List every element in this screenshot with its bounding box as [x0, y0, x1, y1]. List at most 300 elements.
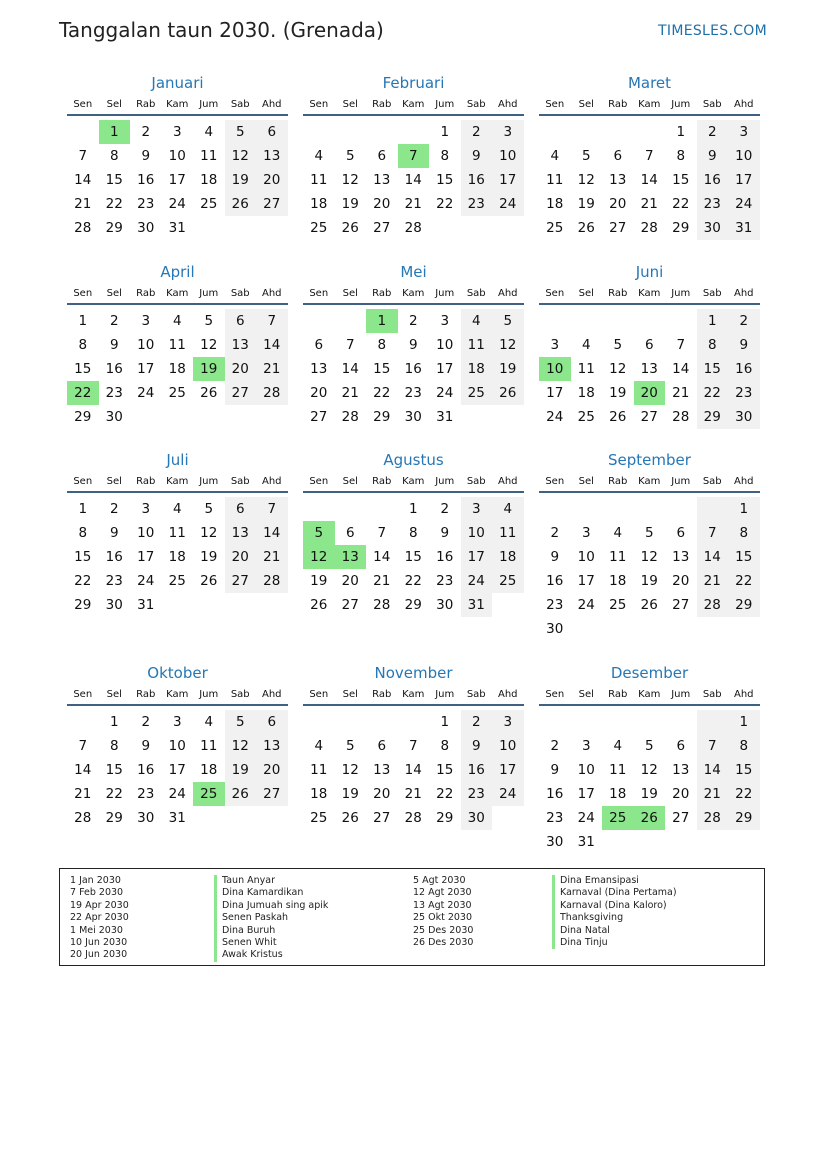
- day-cell[interactable]: 3: [550, 337, 560, 353]
- day-cell[interactable]: 7: [78, 738, 88, 754]
- day-cell[interactable]: 21: [373, 573, 391, 589]
- day-cell[interactable]: 21: [256, 545, 288, 569]
- day-cell[interactable]: 15: [672, 172, 690, 188]
- day-cell[interactable]: 22: [404, 573, 422, 589]
- day-cell[interactable]: 7: [256, 497, 288, 521]
- day-cell[interactable]: 17: [168, 172, 186, 188]
- day-cell[interactable]: 29: [105, 220, 123, 236]
- day-cell[interactable]: 13: [672, 549, 690, 565]
- day-cell[interactable]: 8: [728, 734, 760, 758]
- day-cell[interactable]: 8: [440, 148, 450, 164]
- day-cell[interactable]: 19: [225, 758, 257, 782]
- holiday-day-cell[interactable]: 1: [99, 120, 131, 144]
- day-cell[interactable]: 27: [373, 220, 391, 236]
- day-cell[interactable]: 18: [200, 172, 218, 188]
- day-cell[interactable]: 22: [728, 569, 760, 593]
- day-cell[interactable]: 2: [461, 120, 493, 144]
- day-cell[interactable]: 10: [492, 734, 524, 758]
- day-cell[interactable]: 23: [546, 810, 564, 826]
- day-cell[interactable]: 17: [492, 168, 524, 192]
- day-cell[interactable]: 18: [168, 361, 186, 377]
- day-cell[interactable]: 29: [373, 409, 391, 425]
- day-cell[interactable]: 12: [225, 734, 257, 758]
- day-cell[interactable]: 11: [200, 148, 218, 164]
- day-cell[interactable]: 19: [609, 385, 627, 401]
- day-cell[interactable]: 7: [256, 309, 288, 333]
- day-cell[interactable]: 15: [436, 172, 454, 188]
- day-cell[interactable]: 16: [137, 762, 155, 778]
- day-cell[interactable]: 16: [728, 357, 760, 381]
- day-cell[interactable]: 8: [109, 738, 119, 754]
- day-cell[interactable]: 3: [492, 120, 524, 144]
- day-cell[interactable]: 22: [672, 196, 690, 212]
- day-cell[interactable]: 19: [341, 786, 359, 802]
- day-cell[interactable]: 18: [200, 762, 218, 778]
- day-cell[interactable]: 17: [577, 573, 595, 589]
- day-cell[interactable]: 15: [74, 549, 92, 565]
- day-cell[interactable]: 23: [105, 385, 123, 401]
- day-cell[interactable]: 17: [137, 361, 155, 377]
- day-cell[interactable]: 28: [341, 409, 359, 425]
- day-cell[interactable]: 10: [168, 148, 186, 164]
- day-cell[interactable]: 16: [404, 361, 422, 377]
- day-cell[interactable]: 11: [168, 525, 186, 541]
- day-cell[interactable]: 3: [141, 313, 151, 329]
- day-cell[interactable]: 14: [404, 172, 422, 188]
- day-cell[interactable]: 15: [373, 361, 391, 377]
- day-cell[interactable]: 18: [310, 196, 328, 212]
- day-cell[interactable]: 27: [225, 381, 257, 405]
- day-cell[interactable]: 20: [672, 786, 690, 802]
- day-cell[interactable]: 5: [225, 120, 257, 144]
- day-cell[interactable]: 25: [546, 220, 564, 236]
- day-cell[interactable]: 3: [492, 710, 524, 734]
- day-cell[interactable]: 13: [225, 333, 257, 357]
- day-cell[interactable]: 15: [404, 549, 422, 565]
- day-cell[interactable]: 11: [492, 521, 524, 545]
- day-cell[interactable]: 4: [550, 148, 560, 164]
- day-cell[interactable]: 27: [672, 597, 690, 613]
- day-cell[interactable]: 25: [310, 810, 328, 826]
- day-cell[interactable]: 20: [341, 573, 359, 589]
- holiday-day-cell[interactable]: 7: [398, 144, 430, 168]
- day-cell[interactable]: 12: [200, 337, 218, 353]
- day-cell[interactable]: 1: [676, 124, 686, 140]
- day-cell[interactable]: 6: [676, 738, 686, 754]
- day-cell[interactable]: 29: [74, 597, 92, 613]
- holiday-day-cell[interactable]: 22: [67, 381, 99, 405]
- day-cell[interactable]: 12: [640, 762, 658, 778]
- day-cell[interactable]: 7: [78, 148, 88, 164]
- day-cell[interactable]: 2: [109, 313, 119, 329]
- day-cell[interactable]: 31: [168, 220, 186, 236]
- day-cell[interactable]: 23: [404, 385, 422, 401]
- holiday-day-cell[interactable]: 19: [193, 357, 225, 381]
- day-cell[interactable]: 2: [141, 124, 151, 140]
- day-cell[interactable]: 19: [640, 573, 658, 589]
- day-cell[interactable]: 28: [404, 220, 422, 236]
- day-cell[interactable]: 25: [461, 381, 493, 405]
- day-cell[interactable]: 29: [728, 593, 760, 617]
- day-cell[interactable]: 17: [461, 545, 493, 569]
- day-cell[interactable]: 20: [609, 196, 627, 212]
- day-cell[interactable]: 3: [172, 124, 182, 140]
- day-cell[interactable]: 28: [74, 810, 92, 826]
- day-cell[interactable]: 13: [256, 144, 288, 168]
- day-cell[interactable]: 26: [577, 220, 595, 236]
- day-cell[interactable]: 8: [676, 148, 686, 164]
- day-cell[interactable]: 23: [728, 381, 760, 405]
- day-cell[interactable]: 2: [461, 710, 493, 734]
- day-cell[interactable]: 27: [373, 810, 391, 826]
- day-cell[interactable]: 27: [672, 810, 690, 826]
- day-cell[interactable]: 18: [168, 549, 186, 565]
- day-cell[interactable]: 8: [78, 337, 88, 353]
- day-cell[interactable]: 7: [697, 734, 729, 758]
- day-cell[interactable]: 8: [377, 337, 387, 353]
- day-cell[interactable]: 1: [109, 714, 119, 730]
- day-cell[interactable]: 20: [373, 196, 391, 212]
- day-cell[interactable]: 16: [436, 549, 454, 565]
- day-cell[interactable]: 24: [492, 782, 524, 806]
- day-cell[interactable]: 28: [697, 593, 729, 617]
- day-cell[interactable]: 23: [546, 597, 564, 613]
- day-cell[interactable]: 13: [373, 762, 391, 778]
- day-cell[interactable]: 13: [310, 361, 328, 377]
- day-cell[interactable]: 7: [408, 738, 418, 754]
- day-cell[interactable]: 6: [377, 148, 387, 164]
- day-cell[interactable]: 6: [644, 337, 654, 353]
- day-cell[interactable]: 24: [546, 409, 564, 425]
- day-cell[interactable]: 20: [672, 573, 690, 589]
- day-cell[interactable]: 6: [314, 337, 324, 353]
- day-cell[interactable]: 4: [613, 738, 623, 754]
- day-cell[interactable]: 27: [310, 409, 328, 425]
- day-cell[interactable]: 4: [581, 337, 591, 353]
- day-cell[interactable]: 14: [672, 361, 690, 377]
- day-cell[interactable]: 5: [345, 148, 355, 164]
- day-cell[interactable]: 5: [204, 313, 214, 329]
- day-cell[interactable]: 9: [461, 734, 493, 758]
- day-cell[interactable]: 2: [550, 525, 560, 541]
- day-cell[interactable]: 23: [137, 196, 155, 212]
- day-cell[interactable]: 28: [404, 810, 422, 826]
- day-cell[interactable]: 3: [461, 497, 493, 521]
- day-cell[interactable]: 14: [74, 172, 92, 188]
- day-cell[interactable]: 17: [137, 549, 155, 565]
- day-cell[interactable]: 9: [461, 144, 493, 168]
- day-cell[interactable]: 27: [341, 597, 359, 613]
- day-cell[interactable]: 22: [436, 196, 454, 212]
- day-cell[interactable]: 31: [577, 834, 595, 850]
- day-cell[interactable]: 29: [672, 220, 690, 236]
- holiday-day-cell[interactable]: 20: [634, 381, 666, 405]
- day-cell[interactable]: 4: [172, 501, 182, 517]
- day-cell[interactable]: 8: [78, 525, 88, 541]
- day-cell[interactable]: 22: [436, 786, 454, 802]
- day-cell[interactable]: 10: [728, 144, 760, 168]
- day-cell[interactable]: 4: [172, 313, 182, 329]
- day-cell[interactable]: 21: [341, 385, 359, 401]
- day-cell[interactable]: 22: [373, 385, 391, 401]
- day-cell[interactable]: 14: [341, 361, 359, 377]
- day-cell[interactable]: 3: [440, 313, 450, 329]
- day-cell[interactable]: 22: [728, 782, 760, 806]
- day-cell[interactable]: 23: [697, 192, 729, 216]
- day-cell[interactable]: 17: [577, 786, 595, 802]
- day-cell[interactable]: 23: [436, 573, 454, 589]
- day-cell[interactable]: 1: [440, 714, 450, 730]
- day-cell[interactable]: 6: [345, 525, 355, 541]
- day-cell[interactable]: 15: [436, 762, 454, 778]
- day-cell[interactable]: 18: [461, 357, 493, 381]
- day-cell[interactable]: 15: [728, 758, 760, 782]
- holiday-day-cell[interactable]: 5: [303, 521, 335, 545]
- day-cell[interactable]: 5: [644, 738, 654, 754]
- day-cell[interactable]: 5: [492, 309, 524, 333]
- day-cell[interactable]: 11: [609, 549, 627, 565]
- day-cell[interactable]: 24: [137, 385, 155, 401]
- day-cell[interactable]: 6: [676, 525, 686, 541]
- day-cell[interactable]: 13: [672, 762, 690, 778]
- day-cell[interactable]: 10: [168, 738, 186, 754]
- day-cell[interactable]: 18: [546, 196, 564, 212]
- day-cell[interactable]: 22: [697, 381, 729, 405]
- day-cell[interactable]: 21: [697, 782, 729, 806]
- day-cell[interactable]: 20: [310, 385, 328, 401]
- day-cell[interactable]: 12: [640, 549, 658, 565]
- day-cell[interactable]: 4: [492, 497, 524, 521]
- day-cell[interactable]: 2: [141, 714, 151, 730]
- day-cell[interactable]: 5: [345, 738, 355, 754]
- day-cell[interactable]: 9: [141, 738, 151, 754]
- day-cell[interactable]: 7: [697, 521, 729, 545]
- day-cell[interactable]: 29: [697, 405, 729, 429]
- day-cell[interactable]: 16: [105, 549, 123, 565]
- day-cell[interactable]: 24: [577, 597, 595, 613]
- day-cell[interactable]: 1: [728, 710, 760, 734]
- day-cell[interactable]: 28: [640, 220, 658, 236]
- day-cell[interactable]: 31: [137, 597, 155, 613]
- day-cell[interactable]: 22: [105, 196, 123, 212]
- day-cell[interactable]: 27: [640, 409, 658, 425]
- day-cell[interactable]: 26: [200, 385, 218, 401]
- day-cell[interactable]: 26: [200, 573, 218, 589]
- day-cell[interactable]: 20: [373, 786, 391, 802]
- day-cell[interactable]: 25: [492, 569, 524, 593]
- day-cell[interactable]: 9: [141, 148, 151, 164]
- day-cell[interactable]: 15: [728, 545, 760, 569]
- day-cell[interactable]: 10: [492, 144, 524, 168]
- day-cell[interactable]: 23: [461, 782, 493, 806]
- day-cell[interactable]: 13: [609, 172, 627, 188]
- day-cell[interactable]: 18: [577, 385, 595, 401]
- day-cell[interactable]: 27: [256, 192, 288, 216]
- day-cell[interactable]: 7: [377, 525, 387, 541]
- day-cell[interactable]: 6: [256, 120, 288, 144]
- day-cell[interactable]: 9: [408, 337, 418, 353]
- day-cell[interactable]: 31: [728, 216, 760, 240]
- day-cell[interactable]: 11: [461, 333, 493, 357]
- day-cell[interactable]: 11: [200, 738, 218, 754]
- day-cell[interactable]: 27: [256, 782, 288, 806]
- day-cell[interactable]: 22: [105, 786, 123, 802]
- day-cell[interactable]: 21: [74, 786, 92, 802]
- day-cell[interactable]: 24: [577, 810, 595, 826]
- day-cell[interactable]: 8: [440, 738, 450, 754]
- day-cell[interactable]: 7: [345, 337, 355, 353]
- day-cell[interactable]: 25: [310, 220, 328, 236]
- day-cell[interactable]: 28: [256, 569, 288, 593]
- day-cell[interactable]: 23: [105, 573, 123, 589]
- day-cell[interactable]: 4: [204, 714, 214, 730]
- day-cell[interactable]: 8: [109, 148, 119, 164]
- day-cell[interactable]: 24: [168, 786, 186, 802]
- brand-logo-text[interactable]: TIMESLES.COM: [658, 23, 767, 39]
- day-cell[interactable]: 14: [256, 521, 288, 545]
- day-cell[interactable]: 26: [640, 597, 658, 613]
- day-cell[interactable]: 26: [341, 810, 359, 826]
- day-cell[interactable]: 30: [105, 409, 123, 425]
- day-cell[interactable]: 24: [137, 573, 155, 589]
- day-cell[interactable]: 21: [404, 786, 422, 802]
- day-cell[interactable]: 12: [609, 361, 627, 377]
- day-cell[interactable]: 1: [440, 124, 450, 140]
- day-cell[interactable]: 1: [408, 501, 418, 517]
- day-cell[interactable]: 17: [546, 385, 564, 401]
- day-cell[interactable]: 26: [225, 192, 257, 216]
- day-cell[interactable]: 17: [492, 758, 524, 782]
- day-cell[interactable]: 29: [74, 409, 92, 425]
- day-cell[interactable]: 22: [74, 573, 92, 589]
- day-cell[interactable]: 8: [697, 333, 729, 357]
- day-cell[interactable]: 30: [728, 405, 760, 429]
- day-cell[interactable]: 14: [640, 172, 658, 188]
- day-cell[interactable]: 4: [314, 148, 324, 164]
- day-cell[interactable]: 10: [137, 525, 155, 541]
- day-cell[interactable]: 16: [546, 573, 564, 589]
- day-cell[interactable]: 14: [404, 762, 422, 778]
- day-cell[interactable]: 19: [640, 786, 658, 802]
- day-cell[interactable]: 14: [74, 762, 92, 778]
- day-cell[interactable]: 10: [577, 549, 595, 565]
- day-cell[interactable]: 1: [697, 309, 729, 333]
- day-cell[interactable]: 11: [310, 762, 328, 778]
- day-cell[interactable]: 26: [609, 409, 627, 425]
- day-cell[interactable]: 27: [609, 220, 627, 236]
- holiday-day-cell[interactable]: 26: [634, 806, 666, 830]
- day-cell[interactable]: 20: [225, 357, 257, 381]
- day-cell[interactable]: 12: [200, 525, 218, 541]
- day-cell[interactable]: 17: [728, 168, 760, 192]
- day-cell[interactable]: 15: [697, 357, 729, 381]
- day-cell[interactable]: 21: [404, 196, 422, 212]
- day-cell[interactable]: 9: [109, 525, 119, 541]
- day-cell[interactable]: 17: [168, 762, 186, 778]
- day-cell[interactable]: 9: [697, 144, 729, 168]
- day-cell[interactable]: 24: [728, 192, 760, 216]
- day-cell[interactable]: 25: [609, 597, 627, 613]
- day-cell[interactable]: 15: [74, 361, 92, 377]
- day-cell[interactable]: 28: [256, 381, 288, 405]
- day-cell[interactable]: 26: [225, 782, 257, 806]
- day-cell[interactable]: 21: [256, 357, 288, 381]
- day-cell[interactable]: 29: [105, 810, 123, 826]
- day-cell[interactable]: 3: [581, 738, 591, 754]
- day-cell[interactable]: 26: [341, 220, 359, 236]
- day-cell[interactable]: 14: [697, 758, 729, 782]
- day-cell[interactable]: 2: [440, 501, 450, 517]
- day-cell[interactable]: 4: [613, 525, 623, 541]
- day-cell[interactable]: 11: [546, 172, 564, 188]
- day-cell[interactable]: 1: [78, 313, 88, 329]
- day-cell[interactable]: 24: [436, 385, 454, 401]
- day-cell[interactable]: 3: [141, 501, 151, 517]
- day-cell[interactable]: 21: [74, 196, 92, 212]
- day-cell[interactable]: 25: [168, 385, 186, 401]
- day-cell[interactable]: 19: [225, 168, 257, 192]
- day-cell[interactable]: 12: [341, 172, 359, 188]
- day-cell[interactable]: 24: [461, 569, 493, 593]
- day-cell[interactable]: 25: [168, 573, 186, 589]
- day-cell[interactable]: 28: [373, 597, 391, 613]
- day-cell[interactable]: 18: [609, 573, 627, 589]
- day-cell[interactable]: 18: [609, 786, 627, 802]
- day-cell[interactable]: 11: [577, 361, 595, 377]
- day-cell[interactable]: 20: [225, 545, 257, 569]
- day-cell[interactable]: 4: [204, 124, 214, 140]
- day-cell[interactable]: 30: [404, 409, 422, 425]
- day-cell[interactable]: 5: [581, 148, 591, 164]
- day-cell[interactable]: 30: [546, 834, 564, 850]
- day-cell[interactable]: 16: [461, 168, 493, 192]
- day-cell[interactable]: 26: [310, 597, 328, 613]
- day-cell[interactable]: 5: [644, 525, 654, 541]
- day-cell[interactable]: 2: [408, 313, 418, 329]
- day-cell[interactable]: 28: [672, 409, 690, 425]
- day-cell[interactable]: 19: [200, 549, 218, 565]
- day-cell[interactable]: 6: [613, 148, 623, 164]
- day-cell[interactable]: 4: [314, 738, 324, 754]
- day-cell[interactable]: 1: [728, 497, 760, 521]
- day-cell[interactable]: 6: [225, 309, 257, 333]
- day-cell[interactable]: 12: [225, 144, 257, 168]
- day-cell[interactable]: 13: [256, 734, 288, 758]
- day-cell[interactable]: 3: [728, 120, 760, 144]
- day-cell[interactable]: 19: [577, 196, 595, 212]
- holiday-day-cell[interactable]: 25: [193, 782, 225, 806]
- day-cell[interactable]: 16: [105, 361, 123, 377]
- day-cell[interactable]: 17: [436, 361, 454, 377]
- day-cell[interactable]: 3: [172, 714, 182, 730]
- day-cell[interactable]: 15: [105, 762, 123, 778]
- day-cell[interactable]: 23: [137, 786, 155, 802]
- day-cell[interactable]: 30: [461, 806, 493, 830]
- day-cell[interactable]: 23: [461, 192, 493, 216]
- holiday-day-cell[interactable]: 13: [335, 545, 367, 569]
- day-cell[interactable]: 24: [168, 196, 186, 212]
- day-cell[interactable]: 20: [256, 758, 288, 782]
- day-cell[interactable]: 13: [373, 172, 391, 188]
- day-cell[interactable]: 4: [461, 309, 493, 333]
- day-cell[interactable]: 28: [697, 806, 729, 830]
- day-cell[interactable]: 30: [105, 597, 123, 613]
- day-cell[interactable]: 9: [440, 525, 450, 541]
- day-cell[interactable]: 9: [550, 549, 560, 565]
- day-cell[interactable]: 8: [728, 521, 760, 545]
- day-cell[interactable]: 12: [577, 172, 595, 188]
- holiday-day-cell[interactable]: 10: [539, 357, 571, 381]
